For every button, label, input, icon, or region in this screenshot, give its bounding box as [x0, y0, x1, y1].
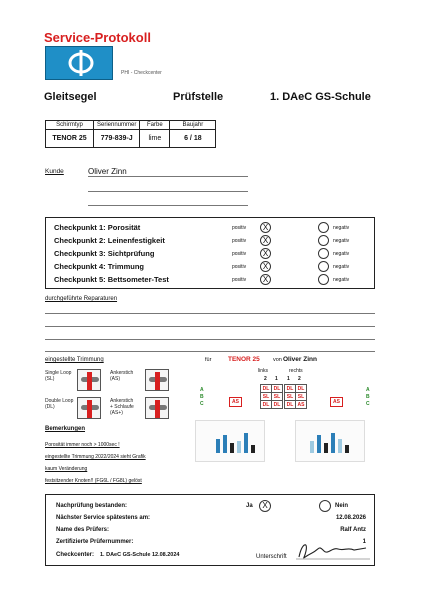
negative-checkbox-2[interactable] [318, 235, 329, 246]
negative-label: negativ [333, 251, 350, 257]
checkpoint-5: Checkpunkt 5: Bettsometer-Test [54, 275, 169, 284]
row-c: C [200, 401, 204, 407]
remark-line-4: festsitzender Knoten!! (FG6L / FG8L) gelöst [45, 478, 142, 484]
signature-label: Unterschrift [256, 554, 287, 560]
positive-label: positiv [232, 264, 247, 270]
cert-label: Zertifizierte Prüfernummer: [56, 539, 134, 545]
tester-value: Ralf Antz [340, 527, 366, 533]
tester-label: Name des Prüfers: [56, 527, 110, 533]
trim-label: eingestellte Trimmung [45, 357, 104, 363]
nein-checkbox[interactable] [319, 500, 331, 512]
double-loop-knot-icon [77, 397, 101, 419]
header-farbe: Farbe [140, 121, 170, 130]
header-seriennummer: Seriennummer [94, 121, 140, 130]
single-loop-knot-icon [77, 369, 101, 391]
ja-checkbox[interactable]: X [259, 500, 271, 512]
customer-label: Kunde [45, 168, 64, 175]
trim-model: TENOR 25 [228, 356, 260, 363]
trim-grid-left [260, 384, 283, 409]
value-farbe: lime [140, 130, 170, 148]
ankerstich-knot-icon [145, 369, 169, 391]
header-schirmtyp: Schirmtyp [46, 121, 94, 130]
value-schirmtyp: TENOR 25 [46, 130, 94, 148]
remark-line-3: kaum Veränderung [45, 466, 88, 472]
positive-label: positiv [232, 238, 247, 244]
remark-line-1: Porosität immer noch > 1000sec ! [45, 442, 120, 448]
trim-chart-right [295, 420, 365, 462]
phi-logo-icon [67, 49, 95, 77]
right-as-box: AS [330, 397, 343, 407]
remarks-label: Bemerkungen [45, 426, 86, 432]
positive-checkbox-1[interactable]: X [260, 222, 271, 233]
grid-cell: DL [272, 385, 283, 393]
negative-label: negativ [333, 264, 350, 270]
grid-cell: DL [285, 401, 296, 409]
rows-abc-right [366, 387, 370, 408]
positive-checkbox-5[interactable]: X [260, 274, 271, 285]
document-title: Service-Protokoll [44, 30, 151, 45]
negative-label: negativ [333, 277, 350, 283]
passed-label: Nachprüfung bestanden: [56, 503, 128, 509]
row-c: C [366, 401, 370, 407]
checkpoint-2: Checkpunkt 2: Leinenfestigkeit [54, 236, 165, 245]
signature-icon [294, 539, 374, 563]
header-baujahr: Baujahr [170, 121, 216, 130]
checkcenter-value: 1. DAeC GS-Schule 12.08.2024 [100, 552, 180, 558]
grid-cell: AS [296, 401, 307, 409]
checkpoint-1: Checkpunkt 1: Porosität [54, 223, 141, 232]
repairs-label: durchgeführte Reparaturen [45, 296, 118, 302]
positive-checkbox-3[interactable]: X [260, 248, 271, 259]
grid-cell: DL [296, 385, 307, 393]
left-as-box: AS [229, 397, 242, 407]
ankerstich-label: Ankerstich (AS) [110, 370, 134, 382]
negative-label: negativ [333, 225, 350, 231]
ankerstich-plus-label: Ankerstich + Schlaufe (AS+) [110, 398, 134, 416]
trim-fuer: für [205, 357, 212, 363]
single-loop-label: Single Loop (SL) [45, 370, 72, 382]
repairs-line-1 [45, 313, 375, 314]
repairs-line-4 [45, 351, 375, 352]
device-table [45, 120, 216, 148]
left-col-2: 2 [264, 376, 267, 382]
customer-line-2 [88, 191, 248, 192]
double-loop-label: Double Loop (DL) [45, 398, 74, 410]
positive-label: positiv [232, 277, 247, 283]
customer-line-3 [88, 205, 248, 206]
positive-checkbox-2[interactable]: X [260, 235, 271, 246]
repairs-line-3 [45, 339, 375, 340]
grid-cell: DL [272, 401, 283, 409]
company-logo [45, 46, 113, 80]
grid-cell: DL [261, 385, 272, 393]
negative-checkbox-3[interactable] [318, 248, 329, 259]
positive-checkbox-4[interactable]: X [260, 261, 271, 272]
positive-label: positiv [232, 225, 247, 231]
customer-line-1 [88, 176, 248, 177]
negative-checkbox-1[interactable] [318, 222, 329, 233]
nein-label: Nein [335, 503, 349, 509]
next-service-label: Nächster Service spätestens am: [56, 515, 151, 521]
ja-label: Ja [246, 503, 253, 509]
trim-grid-right [284, 384, 307, 409]
row-b: B [200, 394, 204, 400]
remark-line-2: eingestellte Trimmung 2022/2024 sieht Grafik [45, 454, 146, 460]
repairs-line-2 [45, 326, 375, 327]
rechts-label: rechts [289, 368, 303, 374]
customer-name: Oliver Zinn [88, 167, 127, 176]
negative-checkbox-5[interactable] [318, 274, 329, 285]
value-seriennummer: 779-839-J [94, 130, 140, 148]
trim-chart-left [195, 420, 265, 462]
grid-cell: SL [272, 393, 283, 401]
left-col-1: 1 [275, 376, 278, 382]
checkpoint-3: Checkpunkt 3: Sichtprüfung [54, 249, 155, 258]
grid-cell: SL [261, 393, 272, 401]
result-box [45, 494, 375, 566]
grid-cell: DL [285, 385, 296, 393]
row-a: A [366, 387, 370, 393]
grid-cell: SL [296, 393, 307, 401]
value-baujahr: 6 / 18 [170, 130, 216, 148]
row-a: A [200, 387, 204, 393]
rows-abc-left [200, 387, 204, 408]
row-b: B [366, 394, 370, 400]
product-type: Gleitsegel [44, 91, 97, 103]
negative-checkbox-4[interactable] [318, 261, 329, 272]
trim-owner: Oliver Zinn [283, 356, 317, 363]
positive-label: positiv [232, 251, 247, 257]
grid-cell: DL [261, 401, 272, 409]
device-table-header-row [46, 121, 216, 130]
station-label: Prüfstelle [173, 91, 224, 103]
negative-label: negativ [333, 238, 350, 244]
company-name: PHI - Checkcenter [121, 70, 162, 76]
checkpoint-4: Checkpunkt 4: Trimmung [54, 262, 145, 271]
next-service-value: 12.08.2026 [335, 515, 366, 521]
ankerstich-plus-knot-icon [145, 397, 169, 419]
checkcenter-label: Checkcenter: [56, 552, 95, 558]
checkpoints-box [45, 217, 375, 289]
links-label: links [258, 368, 269, 374]
station-name: 1. DAeC GS-Schule [270, 91, 371, 103]
grid-cell: SL [285, 393, 296, 401]
trim-von: von [273, 357, 282, 363]
right-col-1: 1 [287, 376, 290, 382]
cert-value: 1 [362, 539, 366, 545]
right-col-2: 2 [298, 376, 301, 382]
device-table-value-row [46, 130, 216, 148]
